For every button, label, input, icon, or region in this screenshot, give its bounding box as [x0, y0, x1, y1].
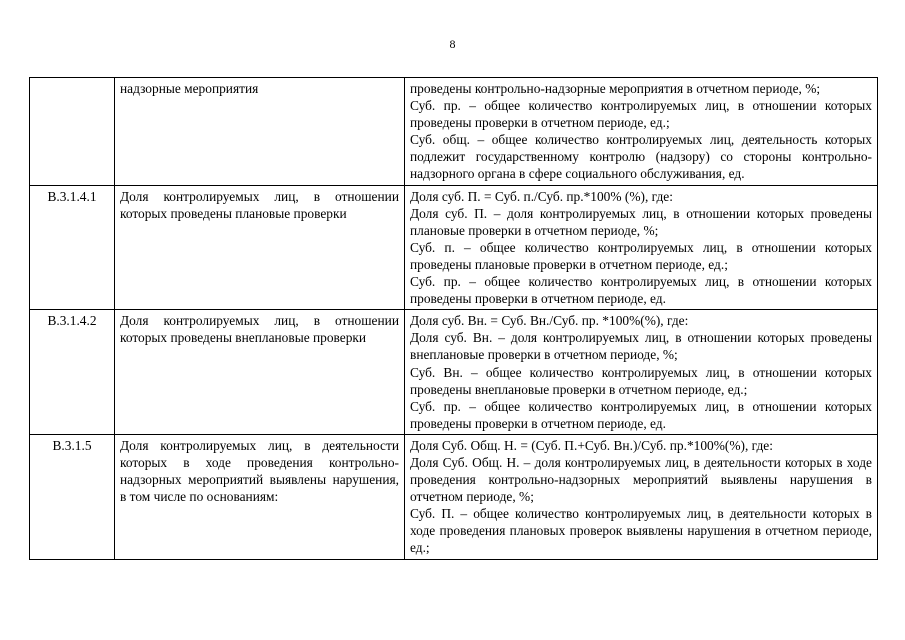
indicator-name: Доля контролируемых лиц, в деятельности которых в ходе проведения контрольно-надзорных мероприятий выявлены нарушения, в том числе по основаниям: — [115, 434, 405, 559]
page-number: 8 — [449, 37, 456, 51]
indicator-code: В.3.1.5 — [30, 434, 115, 559]
definition-paragraph: Суб. П. – общее количество контролируемых лиц, в деятельности которых в ходе проведения плановых проверок выявлены нарушения в отчетном периоде, ед.; — [410, 506, 872, 556]
definition-paragraph: Доля суб. Вн. – доля контролируемых лиц, в отношении которых проведены внеплановые проверки в отчетном периоде, %; — [410, 330, 872, 363]
indicators-table — [29, 77, 878, 560]
definition-paragraph: Доля Суб. Общ. Н. – доля контролируемых лиц, в деятельности которых в ходе проведения контрольно-надзорных мероприятий выявлены нарушения в отчетном периоде, %; — [410, 454, 872, 505]
table-row — [30, 434, 878, 559]
definition-paragraph: Доля Суб. Общ. Н. = (Суб. П.+Суб. Вн.)/Суб. пр.*100%(%), где: — [410, 437, 773, 453]
definition-paragraph: Суб. пр. – общее количество контролируемых лиц, в отношении которых проведены проверки в отчетном периоде, ед. — [410, 398, 872, 431]
indicator-name: надзорные мероприятия — [115, 78, 405, 186]
table-row — [30, 185, 878, 310]
indicator-definition — [405, 78, 878, 186]
definition-paragraph: Суб. Вн. – общее количество контролируемых лиц, в отношении которых проведены внеплановые проверки в отчетном периоде, ед.; — [410, 364, 872, 397]
indicator-code: В.3.1.4.1 — [30, 185, 115, 310]
definition-paragraph: Суб. пр. – общее количество контролируемых лиц, в отношении которых проведены проверки в отчетном периоде, ед. — [410, 274, 872, 307]
definition-paragraph: Суб. п. – общее количество контролируемых лиц, в отношении которых проведены плановые проверки в отчетном периоде, ед.; — [410, 239, 872, 272]
indicator-definition — [405, 434, 878, 559]
definition-paragraph: Доля суб. П. – доля контролируемых лиц, в отношении которых проведены плановые проверки в отчетном периоде, %; — [410, 205, 872, 238]
table-row — [30, 310, 878, 435]
table-row — [30, 78, 878, 186]
definition-paragraph: Суб. общ. – общее количество контролируемых лиц, деятельность которых подлежит государственному контролю (надзору) со стороны контрольно-надзорного органа в сфере социального обслуживания, ед. — [410, 132, 872, 182]
indicator-definition — [405, 310, 878, 435]
indicator-code — [30, 78, 115, 186]
definition-paragraph: Доля суб. П. = Суб. п./Суб. пр.*100% (%), где: — [410, 188, 673, 204]
definition-paragraph: Доля суб. Вн. = Суб. Вн./Суб. пр. *100%(%), где: — [410, 313, 689, 329]
indicator-definition — [405, 185, 878, 310]
indicator-name: Доля контролируемых лиц, в отношении которых проведены внеплановые проверки — [115, 310, 405, 435]
indicator-code: В.3.1.4.2 — [30, 310, 115, 435]
definition-paragraph: проведены контрольно-надзорные мероприятия в отчетном периоде, %; — [410, 81, 821, 96]
indicator-name: Доля контролируемых лиц, в отношении которых проведены плановые проверки — [115, 185, 405, 310]
definition-paragraph: Суб. пр. – общее количество контролируемых лиц, в отношении которых проведены проверки в отчетном периоде, ед.; — [410, 98, 872, 131]
